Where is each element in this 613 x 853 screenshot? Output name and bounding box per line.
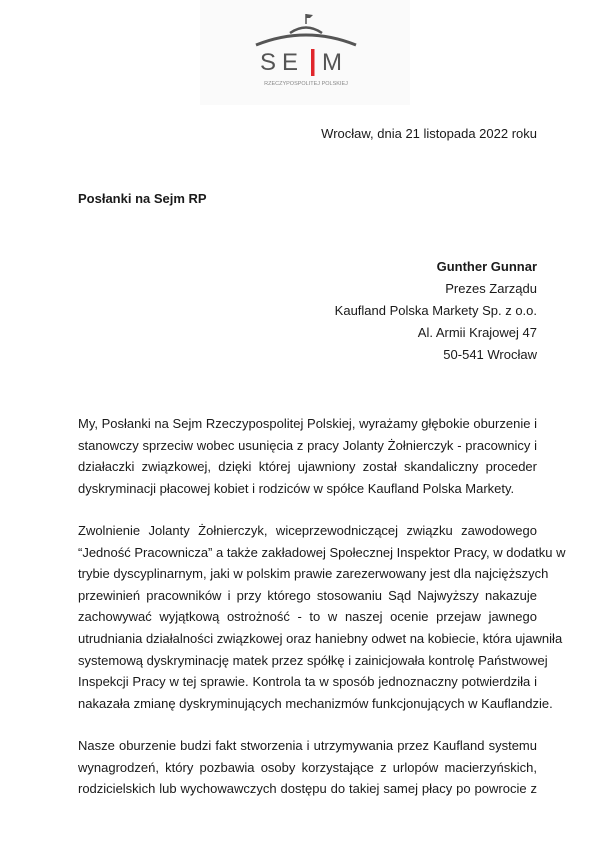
- addressee-city: 50-541 Wrocław: [443, 347, 537, 362]
- text-line: systemową dyskryminację matek przez spółkę i zainicjowała kontrolę Państwowej: [78, 652, 548, 668]
- addressee-title: Prezes Zarządu: [445, 281, 537, 296]
- text-line: My, Posłanki na Sejm Rzeczypospolitej Polskiej, wyrażamy głębokie oburzenie i: [78, 416, 537, 431]
- svg-text:M: M: [322, 49, 342, 76]
- addressee-name: Gunther Gunnar: [436, 259, 537, 274]
- text-line: Inspekcji Pracy w tej sprawie. Kontrola ta w sposób jednoznaczny potwierdziła i: [78, 674, 537, 690]
- text-line: działaczki związkowej, dzięki której ujawniony został skandaliczny proceder: [78, 459, 537, 475]
- text-line: rodzicielskich lub wychowawczych dostępu do takiej samej płacy po powrocie z: [78, 781, 537, 797]
- svg-text:SE: SE: [260, 49, 305, 76]
- addressee-street: Al. Armii Krajowej 47: [417, 325, 537, 340]
- addressee-company: Kaufland Polska Markety Sp. z o.o.: [334, 303, 537, 318]
- sender-heading: Posłanki na Sejm RP: [78, 191, 207, 206]
- text-line: Nasze oburzenie budzi fakt stworzenia i utrzymywania przez Kaufland systemu: [78, 738, 537, 753]
- addressee-block: [335, 256, 537, 366]
- text-line: dyskryminacji płacowej kobiet i rodziców w spółce Kaufland Polska Markety.: [78, 480, 515, 496]
- text-line: “Jedność Pracownicza” a także zakładowej Społecznej Inspektor Pracy, w dodatku w: [78, 544, 566, 560]
- paragraph-2: [78, 520, 566, 714]
- text-line: nakazała zmianę dyskryminujących mechanizmów funkcjonujących w Kauflandzie.: [78, 695, 553, 711]
- text-line: stanowczy sprzeciw wobec usunięcia z pracy Jolanty Żołnierczyk - pracownicy i: [78, 437, 537, 453]
- text-line: zachowywać wyjątkową ostrożność - to w naszej ocenie przejaw jawnego: [78, 609, 537, 625]
- text-line: trybie dyscyplinarnym, jaki w polskim prawie zarezerwowany jest dla najcięższych: [78, 566, 549, 582]
- text-line: utrudniania działalności związkowej oraz haniebny odwet na kobiecie, która ujawniła: [78, 630, 563, 646]
- paragraph-1: [78, 413, 537, 499]
- date-line: Wrocław, dnia 21 listopada 2022 roku: [321, 126, 537, 141]
- svg-text:RZECZYPOSPOLITEJ POLSKIEJ: RZECZYPOSPOLITEJ POLSKIEJ: [264, 81, 348, 87]
- paragraph-3: [78, 735, 537, 800]
- text-line: wynagrodzeń, który pozbawia osoby korzystające z urlopów macierzyńskich,: [78, 759, 537, 775]
- text-line: Zwolnienie Jolanty Żołnierczyk, wiceprzewodniczącej związku zawodowego: [78, 523, 537, 538]
- text-line: przewinień pracowników i przy którego stosowaniu Sąd Najwyższy nakazuje: [78, 587, 537, 603]
- sejm-logo: [200, 0, 410, 105]
